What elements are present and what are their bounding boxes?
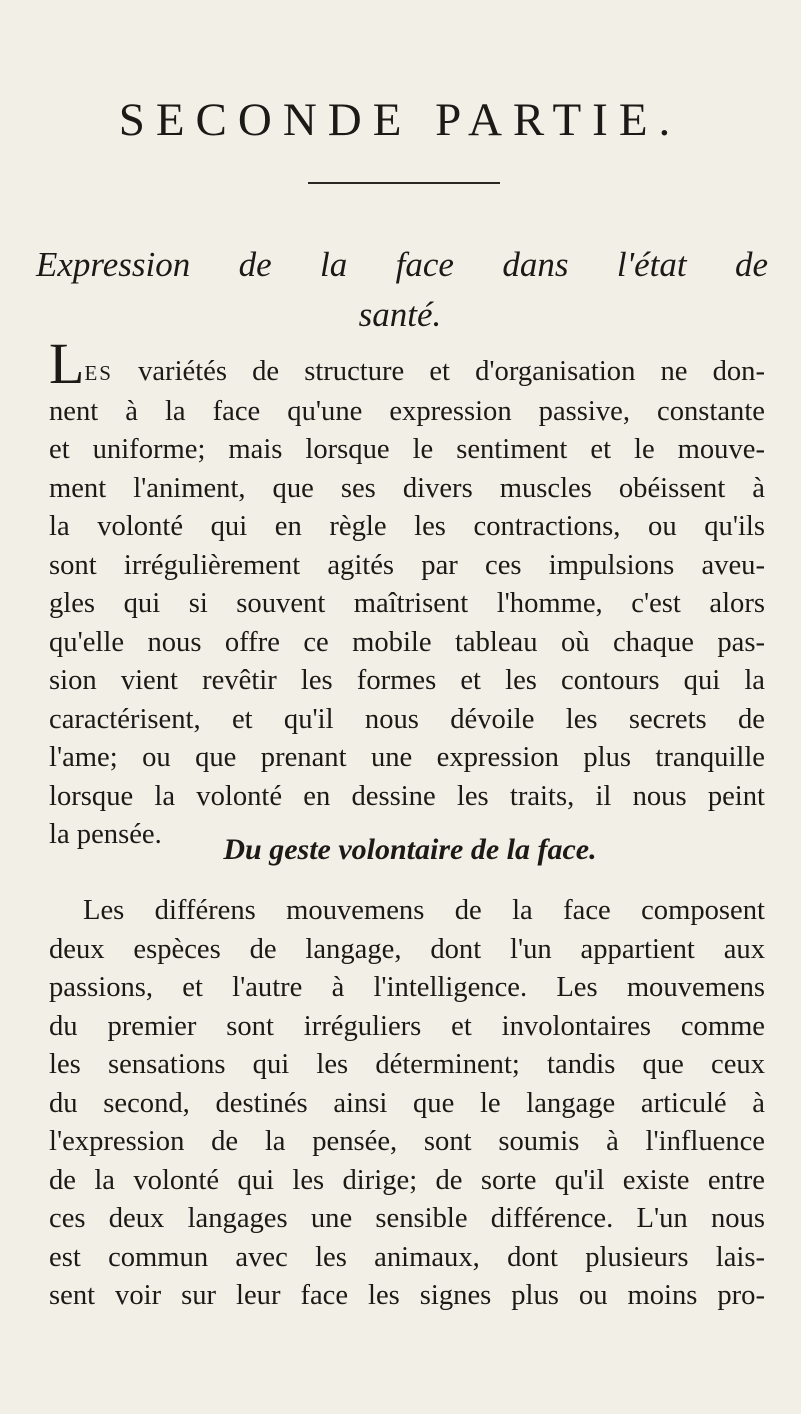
paragraph-2-line: Les différens mouvemens de la face composent bbox=[83, 895, 765, 926]
paragraph-1-line: lorsque la volonté en dessine les traits, il nous peint bbox=[49, 780, 765, 812]
paragraph-1-line: ment l'animent, que ses divers muscles obéissent à bbox=[49, 472, 765, 504]
section-title bbox=[30, 244, 770, 336]
subheading: Du geste volontaire de la face. bbox=[223, 833, 597, 866]
decorative-rule bbox=[308, 182, 500, 184]
paragraph-1-line: qu'elle nous offre ce mobile tableau où chaque pas- bbox=[49, 626, 765, 658]
paragraph-2-line: du second, destinés ainsi que le langage articulé à bbox=[49, 1087, 765, 1119]
paragraph-1-line bbox=[49, 331, 765, 396]
paragraph-1-line: caractérisent, et qu'il nous dévoile les secrets de bbox=[49, 703, 765, 735]
part-heading: SECONDE PARTIE. bbox=[118, 94, 682, 146]
paragraph-1-line: sont irrégulièrement agités par ces impulsions aveu- bbox=[49, 549, 765, 581]
paragraph-2-line: les sensations qui les déterminent; tandis que ceux bbox=[49, 1049, 765, 1080]
paragraph-2-line: sent voir sur leur face les signes plus ou moins pro- bbox=[49, 1280, 765, 1311]
paragraph-2-line: est commun avec les animaux, dont plusieurs lais- bbox=[49, 1241, 765, 1273]
section-title-line-2: santé. bbox=[358, 295, 442, 334]
paragraph-1-line: la pensée. bbox=[49, 819, 162, 850]
paragraph-2-line: ces deux langages une sensible différence. L'un nous bbox=[49, 1203, 765, 1234]
paragraph-1-line: gles qui si souvent maîtrisent l'homme, c'est alors bbox=[49, 588, 765, 619]
paragraph-1-line: sion vient revêtir les formes et les contours qui la bbox=[49, 665, 765, 696]
paragraph-2-line: du premier sont irréguliers et involontaires comme bbox=[49, 1010, 765, 1042]
paragraph-1-line: l'ame; ou que prenant une expression plus tranquille bbox=[49, 742, 765, 773]
paragraph-2-line: deux espèces de langage, dont l'un appartient aux bbox=[49, 933, 765, 965]
paragraph-2 bbox=[49, 892, 765, 1316]
paragraph-1-text: variétés de structure et d'organisation ne don- bbox=[112, 356, 765, 387]
paragraph-1 bbox=[49, 331, 765, 855]
small-caps: ES bbox=[84, 361, 113, 385]
paragraph-2-line: l'expression de la pensée, sont soumis à l'influence bbox=[49, 1126, 765, 1157]
paragraph-1-line: la volonté qui en règle les contractions, ou qu'ils bbox=[49, 511, 765, 542]
paragraph-2-line: passions, et l'autre à l'intelligence. Les mouvemens bbox=[49, 972, 765, 1003]
drop-cap: L bbox=[49, 331, 85, 396]
paragraph-1-line: nent à la face qu'une expression passive, constante bbox=[49, 395, 765, 427]
paragraph-2-line: de la volonté qui les dirige; de sorte qu'il existe entre bbox=[49, 1164, 765, 1196]
paragraph-1-line: et uniforme; mais lorsque le sentiment et le mouve- bbox=[49, 434, 765, 465]
section-title-line-1: Expression de la face dans l'état de bbox=[36, 245, 768, 284]
